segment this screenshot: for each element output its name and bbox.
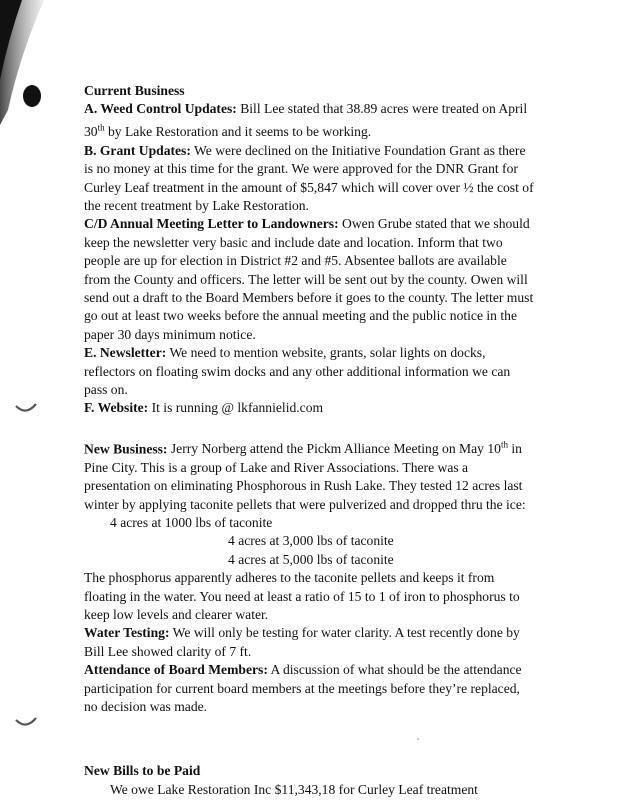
- current-business-heading: Current Business: [84, 83, 185, 98]
- weed-control-label: A. Weed Control Updates:: [84, 101, 237, 117]
- annual-meeting-text: Owen Grube stated that we should keep the newsletter very basic and include date and location. Inform that two people are up for election in District #2 and #5. Absentee ballots are available from the County and officers. The letter will be sent out by the county. Owen will send out a draft to the Board Members before it goes to the county. The letter must go out at least two weeks before the annual meeting and the public notice in the paper 30 days minimum notice.: [84, 216, 534, 342]
- weed-control-paragraph: [84, 100, 534, 141]
- taconite-test-row: 4 acres at 1000 lbs of taconite: [110, 515, 273, 530]
- minutes-body: [84, 82, 534, 799]
- newsletter-text: We need to mention website, grants, solar lights on docks, reflectors on floating swim docks and any other additional information we can pass on.: [84, 345, 511, 398]
- superscript: th: [97, 122, 105, 133]
- taconite-test-row: 4 acres at 5,000 lbs of taconite: [228, 551, 394, 567]
- phosphorus-paragraph: The phosphorus apparently adheres to the taconite pellets and keeps it from floating in the water. You need at least a ratio of 15 to 1 of iron to phosphorus to keep low levels and clearer water.: [84, 570, 520, 623]
- website-text: It is running @ lkfannielid.com: [151, 400, 324, 416]
- spacer: [84, 418, 534, 436]
- website-label: F. Website:: [84, 400, 149, 416]
- water-testing-text: We will only be testing for water clarity. A test recently done by Bill Lee showed clarity of 7 ft.: [84, 625, 520, 659]
- superscript: th: [500, 439, 508, 450]
- annual-meeting-label: C/D Annual Meeting Letter to Landowners:: [84, 216, 339, 232]
- newsletter-paragraph: [84, 344, 534, 399]
- attendance-text: A discussion of what should be the attendance participation for current board members at the meetings before they’re replaced, no decision was made.: [84, 662, 522, 715]
- website-paragraph: [84, 399, 534, 417]
- new-business-paragraph: [84, 436, 534, 533]
- newsletter-label: E. Newsletter:: [84, 345, 167, 361]
- spacer: [84, 716, 534, 762]
- scanner-shadow-icon: [0, 0, 80, 130]
- water-testing-paragraph: [84, 624, 534, 661]
- taconite-test-row: 4 acres at 3,000 lbs of taconite: [228, 533, 394, 549]
- water-testing-label: Water Testing:: [84, 625, 170, 641]
- attendance-paragraph: [84, 661, 534, 716]
- margin-mark-icon: [12, 398, 40, 418]
- attendance-label: Attendance of Board Members:: [84, 662, 268, 678]
- margin-mark-icon: [12, 712, 40, 732]
- hole-punch-icon: [14, 82, 42, 110]
- new-business-text: Jerry Norberg attend the Pickm Alliance Meeting on May 10th in Pine City. This is a group of Lake and River Associations. There was a presentation on eliminating Phosphorous in Rush Lake. They tested 12 acres last winter by applying taconite pellets that were pulverized and dropped thru the ice:: [84, 439, 526, 512]
- new-bills-heading: New Bills to be Paid: [84, 763, 201, 779]
- new-business-label: New Business:: [84, 441, 168, 457]
- grant-updates-text: We were declined on the Initiative Foundation Grant as there is no money at this time for the grant. We were approved for the DNR Grant for Curley Leaf treatment in the amount of $5,847 which will cover over ½ the cost of the recent treatment by Lake Restoration.: [84, 142, 534, 213]
- grant-updates-paragraph: [84, 142, 534, 216]
- annual-meeting-paragraph: [84, 215, 534, 344]
- grant-updates-label: B. Grant Updates:: [84, 142, 191, 158]
- weed-control-text: Bill Lee stated that 38.89 acres were treated on April 30th by Lake Restoration and it seems to be working.: [84, 101, 528, 140]
- bill-line: We owe Lake Restoration Inc $11,343,18 for Curley Leaf treatment: [110, 781, 478, 797]
